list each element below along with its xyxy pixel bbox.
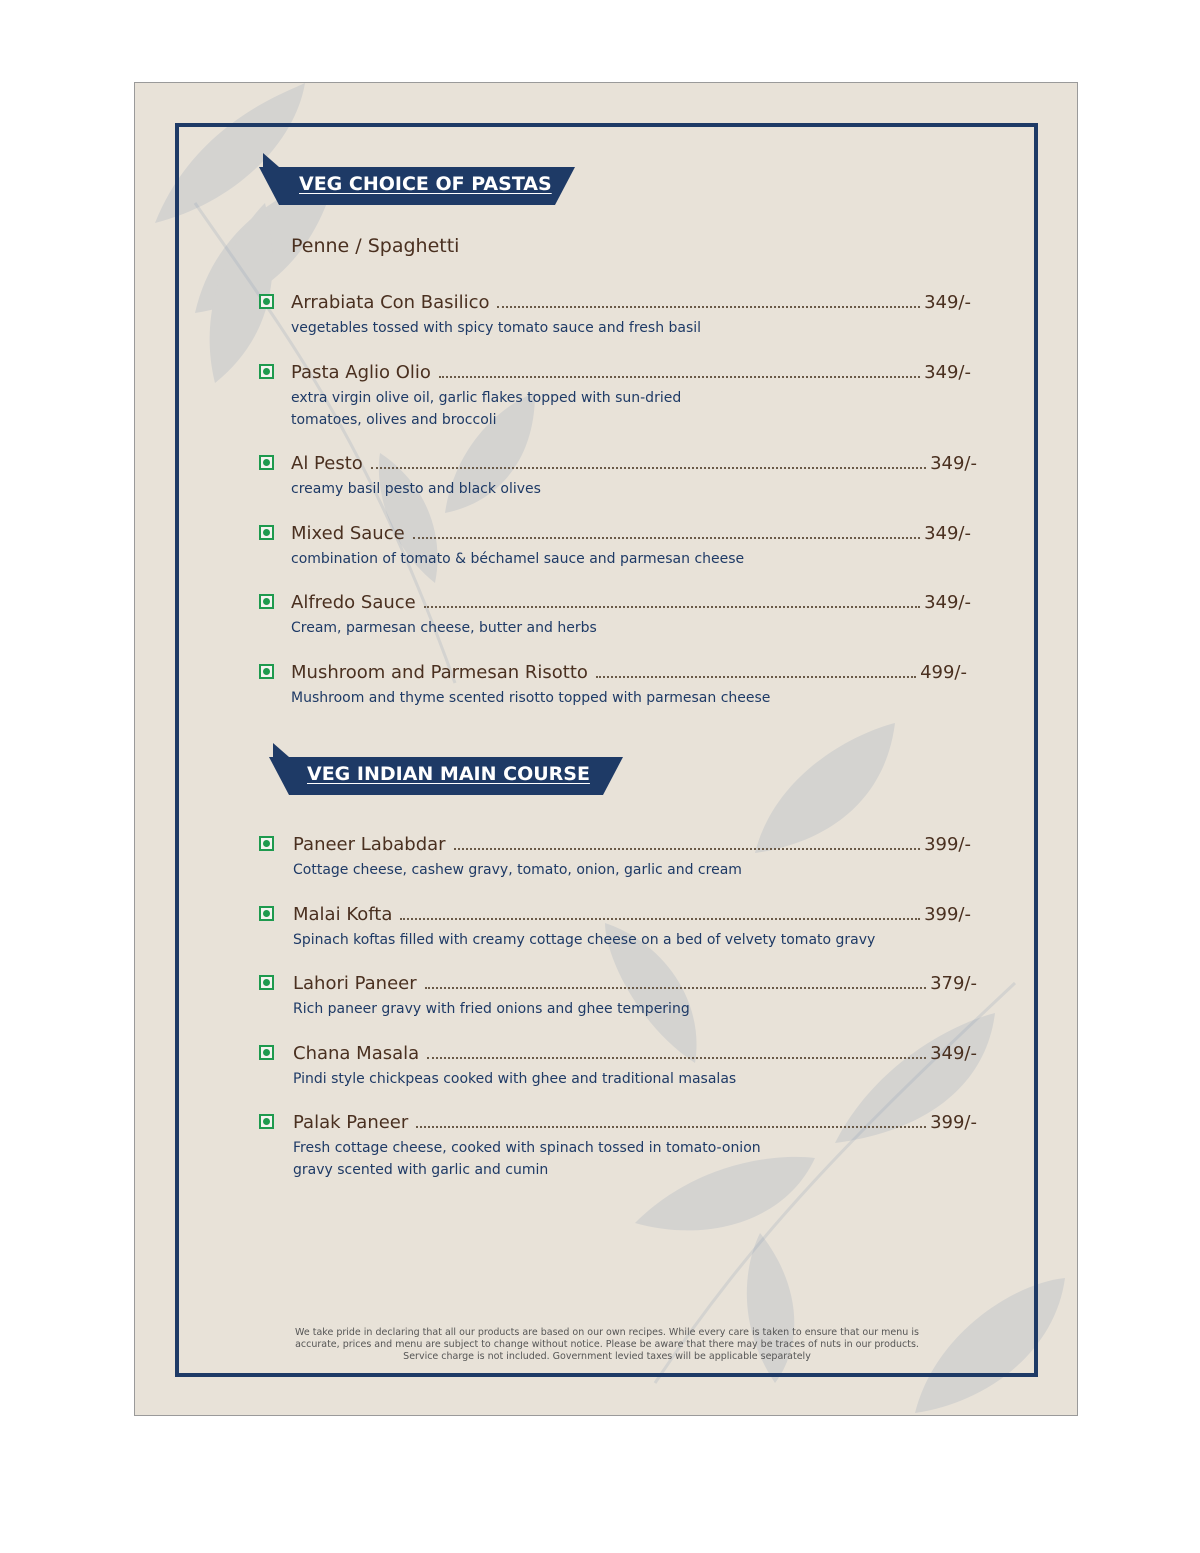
veg-symbol-icon — [259, 525, 274, 540]
section-banner-indian-main-course — [269, 743, 623, 785]
item-price: 349/- — [930, 453, 977, 474]
veg-symbol-icon — [259, 455, 274, 470]
item-price: 399/- — [924, 904, 971, 925]
item-price: 349/- — [924, 592, 971, 613]
item-price: 349/- — [924, 523, 971, 544]
dot-leader — [400, 917, 920, 920]
item-name: Mushroom and Parmesan Risotto — [291, 662, 588, 683]
section-title: VEG INDIAN MAIN COURSE — [307, 763, 590, 785]
item-description: combination of tomato & béchamel sauce and parmesan cheese — [291, 551, 745, 567]
item-name: Arrabiata Con Basilico — [291, 292, 490, 313]
menu-disclaimer: We take pride in declaring that all our products are based on our own recipes. While every care is taken to ensure that our menu is accurate, prices and menu are subject to change without notice. Please be aware that there may be traces of nuts in our products. Service charge is not included. Government levied taxes will be applicable separately — [295, 1327, 919, 1362]
item-name: Pasta Aglio Olio — [291, 362, 431, 383]
item-price: 399/- — [924, 834, 971, 855]
item-name: Lahori Paneer — [293, 973, 417, 994]
dot-leader — [416, 1125, 926, 1128]
item-description: Mushroom and thyme scented risotto topped with parmesan cheese — [291, 690, 771, 706]
item-description: Pindi style chickpeas cooked with ghee and traditional masalas — [293, 1071, 737, 1087]
item-price: 379/- — [930, 973, 977, 994]
dot-leader — [425, 986, 926, 989]
dot-leader — [454, 847, 921, 850]
dot-leader — [439, 375, 920, 378]
dot-leader — [413, 536, 920, 539]
veg-symbol-icon — [259, 364, 274, 379]
item-name: Alfredo Sauce — [291, 592, 416, 613]
veg-symbol-icon — [259, 836, 274, 851]
item-description: Fresh cottage cheese, cooked with spinach tossed in tomato-onion gravy scented with garlic and cumin — [293, 1140, 761, 1178]
dot-leader — [371, 466, 926, 469]
menu-page — [134, 82, 1078, 1416]
item-price: 349/- — [924, 362, 971, 383]
section-title: VEG CHOICE OF PASTAS — [299, 173, 552, 195]
item-price: 399/- — [930, 1112, 977, 1133]
item-name: Chana Masala — [293, 1043, 420, 1064]
item-description: Cottage cheese, cashew gravy, tomato, onion, garlic and cream — [293, 862, 742, 878]
dot-leader — [596, 675, 916, 678]
veg-symbol-icon — [259, 906, 274, 921]
veg-symbol-icon — [259, 594, 274, 609]
dot-leader — [497, 305, 920, 308]
veg-symbol-icon — [259, 294, 274, 309]
veg-symbol-icon — [259, 1114, 274, 1129]
pasta-type-subheading: Penne / Spaghetti — [291, 235, 460, 257]
item-name: Palak Paneer — [293, 1112, 409, 1133]
veg-symbol-icon — [259, 1045, 274, 1060]
item-name: Malai Kofta — [293, 904, 393, 925]
item-description: Cream, parmesan cheese, butter and herbs — [291, 620, 597, 636]
veg-symbol-icon — [259, 975, 274, 990]
item-price: 499/- — [920, 662, 967, 683]
item-name: Mixed Sauce — [291, 523, 405, 544]
dot-leader — [424, 605, 920, 608]
veg-symbol-icon — [259, 664, 274, 679]
item-description: extra virgin olive oil, garlic flakes topped with sun-dried tomatoes, olives and broccoli — [291, 390, 682, 428]
item-description: vegetables tossed with spicy tomato sauce and fresh basil — [291, 320, 702, 336]
section-banner-pastas — [259, 153, 575, 195]
item-description: Spinach koftas filled with creamy cottage cheese on a bed of velvety tomato gravy — [293, 932, 876, 948]
item-description: Rich paneer gravy with fried onions and ghee tempering — [293, 1001, 690, 1017]
item-name: Al Pesto — [291, 453, 363, 474]
item-price: 349/- — [930, 1043, 977, 1064]
item-description: creamy basil pesto and black olives — [291, 481, 541, 497]
item-price: 349/- — [924, 292, 971, 313]
item-name: Paneer Lababdar — [293, 834, 446, 855]
dot-leader — [427, 1056, 926, 1059]
